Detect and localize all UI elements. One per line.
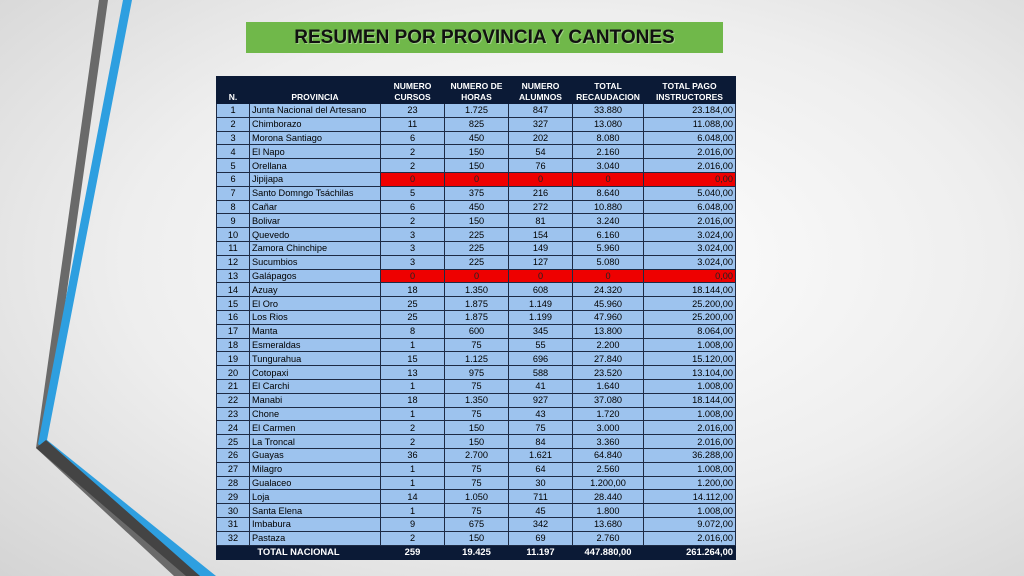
cell-horas: 150 xyxy=(445,145,509,159)
cell-provincia: Gualaceo xyxy=(250,476,381,490)
cell-pago: 3.024,00 xyxy=(644,228,736,242)
cell-alumnos: 342 xyxy=(509,517,573,531)
cell-recaudacion: 47.960 xyxy=(573,310,644,324)
cell-pago: 1.200,00 xyxy=(644,476,736,490)
cell-pago: 2.016,00 xyxy=(644,435,736,449)
table-row xyxy=(217,379,736,393)
cell-alumnos: 55 xyxy=(509,338,573,352)
cell-provincia: El Oro xyxy=(250,297,381,311)
table-row xyxy=(217,448,736,462)
cell-horas: 1.125 xyxy=(445,352,509,366)
cell-pago: 11.088,00 xyxy=(644,117,736,131)
table-row xyxy=(217,366,736,380)
cell-cursos: 25 xyxy=(381,310,445,324)
cell-cursos: 2 xyxy=(381,421,445,435)
cell-provincia: Galápagos xyxy=(250,269,381,283)
cell-cursos: 8 xyxy=(381,324,445,338)
cell-recaudacion: 8.080 xyxy=(573,131,644,145)
table-row xyxy=(217,255,736,269)
cell-horas: 225 xyxy=(445,241,509,255)
table-row xyxy=(217,407,736,421)
cell-alumnos: 608 xyxy=(509,283,573,297)
cell-provincia: Manta xyxy=(250,324,381,338)
cell-provincia: Tungurahua xyxy=(250,352,381,366)
cell-horas: 1.050 xyxy=(445,490,509,504)
cell-horas: 75 xyxy=(445,407,509,421)
cell-provincia: El Carchi xyxy=(250,379,381,393)
cell-recaudacion: 1.200,00 xyxy=(573,476,644,490)
cell-n: 2 xyxy=(217,117,250,131)
cell-recaudacion: 23.520 xyxy=(573,366,644,380)
cell-pago: 6.048,00 xyxy=(644,131,736,145)
cell-alumnos: 127 xyxy=(509,255,573,269)
cell-alumnos: 84 xyxy=(509,435,573,449)
table-row xyxy=(217,297,736,311)
cell-recaudacion: 2.760 xyxy=(573,531,644,545)
table-row xyxy=(217,435,736,449)
cell-cursos: 1 xyxy=(381,476,445,490)
cell-pago: 13.104,00 xyxy=(644,366,736,380)
cell-provincia: Sucumbios xyxy=(250,255,381,269)
table-header-row xyxy=(217,77,736,104)
cell-recaudacion: 37.080 xyxy=(573,393,644,407)
table-row xyxy=(217,186,736,200)
cell-pago: 1.008,00 xyxy=(644,462,736,476)
gray-stripe xyxy=(36,0,200,576)
cell-alumnos: 154 xyxy=(509,228,573,242)
cell-recaudacion: 64.840 xyxy=(573,448,644,462)
table-row xyxy=(217,476,736,490)
cell-recaudacion: 2.560 xyxy=(573,462,644,476)
cell-cursos: 3 xyxy=(381,255,445,269)
cell-alumnos: 345 xyxy=(509,324,573,338)
cell-horas: 0 xyxy=(445,269,509,283)
cell-alumnos: 0 xyxy=(509,269,573,283)
total-cursos: 259 xyxy=(381,545,445,559)
cell-cursos: 0 xyxy=(381,269,445,283)
total-label: TOTAL NACIONAL xyxy=(217,545,381,559)
cell-recaudacion: 5.080 xyxy=(573,255,644,269)
cell-alumnos: 216 xyxy=(509,186,573,200)
cell-cursos: 1 xyxy=(381,462,445,476)
cell-provincia: Chimborazo xyxy=(250,117,381,131)
cell-provincia: Cañar xyxy=(250,200,381,214)
cell-cursos: 3 xyxy=(381,228,445,242)
cell-recaudacion: 24.320 xyxy=(573,283,644,297)
cell-pago: 18.144,00 xyxy=(644,283,736,297)
cell-recaudacion: 6.160 xyxy=(573,228,644,242)
cell-n: 19 xyxy=(217,352,250,366)
cell-recaudacion: 3.040 xyxy=(573,159,644,173)
cell-alumnos: 711 xyxy=(509,490,573,504)
cell-alumnos: 927 xyxy=(509,393,573,407)
cell-recaudacion: 2.160 xyxy=(573,145,644,159)
cell-cursos: 18 xyxy=(381,393,445,407)
cell-cursos: 3 xyxy=(381,241,445,255)
cell-provincia: La Troncal xyxy=(250,435,381,449)
cell-n: 26 xyxy=(217,448,250,462)
cell-cursos: 13 xyxy=(381,366,445,380)
cell-horas: 150 xyxy=(445,531,509,545)
cell-cursos: 1 xyxy=(381,504,445,518)
cell-horas: 1.350 xyxy=(445,283,509,297)
total-horas: 19.425 xyxy=(445,545,509,559)
cell-horas: 150 xyxy=(445,214,509,228)
cell-horas: 675 xyxy=(445,517,509,531)
cell-recaudacion: 13.080 xyxy=(573,117,644,131)
cell-provincia: Morona Santiago xyxy=(250,131,381,145)
cell-n: 23 xyxy=(217,407,250,421)
cell-horas: 450 xyxy=(445,200,509,214)
cell-provincia: El Napo xyxy=(250,145,381,159)
cell-cursos: 18 xyxy=(381,283,445,297)
cell-alumnos: 54 xyxy=(509,145,573,159)
cell-provincia: Bolivar xyxy=(250,214,381,228)
cell-n: 3 xyxy=(217,131,250,145)
cell-alumnos: 76 xyxy=(509,159,573,173)
cell-alumnos: 43 xyxy=(509,407,573,421)
header-horas: NUMERO DE HORAS xyxy=(445,77,509,104)
cell-alumnos: 1.199 xyxy=(509,310,573,324)
cell-horas: 225 xyxy=(445,255,509,269)
cell-pago: 36.288,00 xyxy=(644,448,736,462)
cell-cursos: 9 xyxy=(381,517,445,531)
table-row xyxy=(217,104,736,118)
table-row xyxy=(217,241,736,255)
cell-alumnos: 0 xyxy=(509,172,573,186)
cell-cursos: 6 xyxy=(381,131,445,145)
cell-cursos: 2 xyxy=(381,159,445,173)
cell-n: 4 xyxy=(217,145,250,159)
table-row xyxy=(217,131,736,145)
cell-recaudacion: 0 xyxy=(573,172,644,186)
cell-n: 9 xyxy=(217,214,250,228)
cell-recaudacion: 1.640 xyxy=(573,379,644,393)
table-row xyxy=(217,393,736,407)
cell-pago: 1.008,00 xyxy=(644,407,736,421)
cell-alumnos: 696 xyxy=(509,352,573,366)
cell-n: 5 xyxy=(217,159,250,173)
header-pago: TOTAL PAGO INSTRUCTORES xyxy=(644,77,736,104)
cell-horas: 150 xyxy=(445,435,509,449)
cell-n: 30 xyxy=(217,504,250,518)
cell-cursos: 23 xyxy=(381,104,445,118)
cell-n: 8 xyxy=(217,200,250,214)
cell-pago: 0,00 xyxy=(644,172,736,186)
cell-recaudacion: 45.960 xyxy=(573,297,644,311)
cell-provincia: Imbabura xyxy=(250,517,381,531)
cell-alumnos: 41 xyxy=(509,379,573,393)
table-row xyxy=(217,490,736,504)
cell-pago: 2.016,00 xyxy=(644,159,736,173)
cell-cursos: 0 xyxy=(381,172,445,186)
cell-pago: 18.144,00 xyxy=(644,393,736,407)
cell-pago: 14.112,00 xyxy=(644,490,736,504)
header-recaudacion: TOTAL RECAUDACION xyxy=(573,77,644,104)
cell-pago: 0,00 xyxy=(644,269,736,283)
cell-provincia: Chone xyxy=(250,407,381,421)
table-row xyxy=(217,517,736,531)
cell-recaudacion: 10.880 xyxy=(573,200,644,214)
cell-cursos: 2 xyxy=(381,145,445,159)
cell-cursos: 1 xyxy=(381,379,445,393)
cell-pago: 3.024,00 xyxy=(644,241,736,255)
cell-n: 20 xyxy=(217,366,250,380)
cell-cursos: 2 xyxy=(381,435,445,449)
cell-recaudacion: 3.360 xyxy=(573,435,644,449)
cell-horas: 75 xyxy=(445,379,509,393)
cell-provincia: Loja xyxy=(250,490,381,504)
table-row xyxy=(217,200,736,214)
cell-provincia: El Carmen xyxy=(250,421,381,435)
cell-recaudacion: 1.720 xyxy=(573,407,644,421)
cell-horas: 75 xyxy=(445,476,509,490)
cell-cursos: 2 xyxy=(381,531,445,545)
cell-cursos: 1 xyxy=(381,338,445,352)
cell-provincia: Manabi xyxy=(250,393,381,407)
cell-provincia: Cotopaxi xyxy=(250,366,381,380)
cell-n: 13 xyxy=(217,269,250,283)
cell-alumnos: 149 xyxy=(509,241,573,255)
header-provincia: PROVINCIA xyxy=(250,77,381,104)
table-row xyxy=(217,214,736,228)
cell-alumnos: 75 xyxy=(509,421,573,435)
cell-recaudacion: 33.880 xyxy=(573,104,644,118)
cell-pago: 6.048,00 xyxy=(644,200,736,214)
table-row xyxy=(217,283,736,297)
cell-n: 32 xyxy=(217,531,250,545)
cell-horas: 75 xyxy=(445,504,509,518)
cell-cursos: 5 xyxy=(381,186,445,200)
cell-alumnos: 1.621 xyxy=(509,448,573,462)
cell-n: 18 xyxy=(217,338,250,352)
decorative-stripes xyxy=(0,0,220,576)
cell-alumnos: 327 xyxy=(509,117,573,131)
header-cursos: NUMERO CURSOS xyxy=(381,77,445,104)
cell-n: 14 xyxy=(217,283,250,297)
cell-alumnos: 30 xyxy=(509,476,573,490)
cell-alumnos: 1.149 xyxy=(509,297,573,311)
cell-horas: 1.725 xyxy=(445,104,509,118)
cell-recaudacion: 2.200 xyxy=(573,338,644,352)
cell-alumnos: 45 xyxy=(509,504,573,518)
cell-recaudacion: 5.960 xyxy=(573,241,644,255)
cell-pago: 9.072,00 xyxy=(644,517,736,531)
cell-recaudacion: 8.640 xyxy=(573,186,644,200)
cell-alumnos: 81 xyxy=(509,214,573,228)
cell-horas: 0 xyxy=(445,172,509,186)
cell-alumnos: 847 xyxy=(509,104,573,118)
cell-provincia: Santa Elena xyxy=(250,504,381,518)
cell-cursos: 15 xyxy=(381,352,445,366)
cell-horas: 1.350 xyxy=(445,393,509,407)
cell-provincia: Orellana xyxy=(250,159,381,173)
cell-alumnos: 69 xyxy=(509,531,573,545)
cell-recaudacion: 28.440 xyxy=(573,490,644,504)
cell-recaudacion: 0 xyxy=(573,269,644,283)
cell-provincia: Jipijapa xyxy=(250,172,381,186)
dark-stripe xyxy=(36,440,200,576)
cell-cursos: 25 xyxy=(381,297,445,311)
cell-provincia: Quevedo xyxy=(250,228,381,242)
table-row xyxy=(217,462,736,476)
cell-alumnos: 588 xyxy=(509,366,573,380)
cell-provincia: Santo Domngo Tsáchilas xyxy=(250,186,381,200)
cell-cursos: 1 xyxy=(381,407,445,421)
cell-n: 24 xyxy=(217,421,250,435)
cell-horas: 975 xyxy=(445,366,509,380)
cell-horas: 75 xyxy=(445,462,509,476)
header-alumnos: NUMERO ALUMNOS xyxy=(509,77,573,104)
cell-pago: 1.008,00 xyxy=(644,338,736,352)
cell-cursos: 14 xyxy=(381,490,445,504)
cell-pago: 1.008,00 xyxy=(644,504,736,518)
cell-pago: 2.016,00 xyxy=(644,421,736,435)
cell-n: 1 xyxy=(217,104,250,118)
cell-recaudacion: 1.800 xyxy=(573,504,644,518)
cell-n: 29 xyxy=(217,490,250,504)
cell-n: 11 xyxy=(217,241,250,255)
table-row xyxy=(217,504,736,518)
cell-n: 6 xyxy=(217,172,250,186)
cell-recaudacion: 3.000 xyxy=(573,421,644,435)
cell-recaudacion: 13.800 xyxy=(573,324,644,338)
cell-n: 21 xyxy=(217,379,250,393)
header-n: N. xyxy=(217,77,250,104)
cell-horas: 375 xyxy=(445,186,509,200)
cell-pago: 3.024,00 xyxy=(644,255,736,269)
cell-pago: 1.008,00 xyxy=(644,379,736,393)
cell-horas: 150 xyxy=(445,421,509,435)
total-pago: 261.264,00 xyxy=(644,545,736,559)
cell-horas: 2.700 xyxy=(445,448,509,462)
cell-horas: 1.875 xyxy=(445,310,509,324)
cell-horas: 150 xyxy=(445,159,509,173)
total-recaudacion: 447.880,00 xyxy=(573,545,644,559)
summary-table xyxy=(216,76,736,560)
cell-pago: 2.016,00 xyxy=(644,531,736,545)
cell-pago: 5.040,00 xyxy=(644,186,736,200)
cell-horas: 75 xyxy=(445,338,509,352)
cell-provincia: Los Rios xyxy=(250,310,381,324)
cell-pago: 8.064,00 xyxy=(644,324,736,338)
cell-n: 25 xyxy=(217,435,250,449)
table-row xyxy=(217,228,736,242)
table-row xyxy=(217,352,736,366)
cell-n: 28 xyxy=(217,476,250,490)
cell-provincia: Esmeraldas xyxy=(250,338,381,352)
cell-provincia: Milagro xyxy=(250,462,381,476)
cell-n: 16 xyxy=(217,310,250,324)
cell-alumnos: 202 xyxy=(509,131,573,145)
cell-n: 15 xyxy=(217,297,250,311)
table-row xyxy=(217,172,736,186)
table-row xyxy=(217,269,736,283)
cell-n: 12 xyxy=(217,255,250,269)
cell-alumnos: 272 xyxy=(509,200,573,214)
cell-horas: 1.875 xyxy=(445,297,509,311)
table-row xyxy=(217,531,736,545)
cell-pago: 2.016,00 xyxy=(644,214,736,228)
total-row xyxy=(217,545,736,559)
cell-provincia: Pastaza xyxy=(250,531,381,545)
cell-cursos: 2 xyxy=(381,214,445,228)
cell-recaudacion: 3.240 xyxy=(573,214,644,228)
cell-n: 7 xyxy=(217,186,250,200)
cell-pago: 25.200,00 xyxy=(644,310,736,324)
cell-horas: 825 xyxy=(445,117,509,131)
table-row xyxy=(217,117,736,131)
table-row xyxy=(217,324,736,338)
cell-n: 17 xyxy=(217,324,250,338)
total-alumnos: 11.197 xyxy=(509,545,573,559)
cell-provincia: Guayas xyxy=(250,448,381,462)
cell-provincia: Zamora Chinchipe xyxy=(250,241,381,255)
cell-n: 10 xyxy=(217,228,250,242)
cell-cursos: 36 xyxy=(381,448,445,462)
cell-pago: 15.120,00 xyxy=(644,352,736,366)
cell-cursos: 11 xyxy=(381,117,445,131)
cell-horas: 225 xyxy=(445,228,509,242)
cell-cursos: 6 xyxy=(381,200,445,214)
table-row xyxy=(217,421,736,435)
cell-pago: 23.184,00 xyxy=(644,104,736,118)
cell-pago: 2.016,00 xyxy=(644,145,736,159)
cell-alumnos: 64 xyxy=(509,462,573,476)
cell-horas: 450 xyxy=(445,131,509,145)
cell-n: 31 xyxy=(217,517,250,531)
cell-provincia: Junta Nacional del Artesano xyxy=(250,104,381,118)
cell-n: 27 xyxy=(217,462,250,476)
cell-provincia: Azuay xyxy=(250,283,381,297)
table-row xyxy=(217,310,736,324)
table-row xyxy=(217,145,736,159)
cell-horas: 600 xyxy=(445,324,509,338)
cell-pago: 25.200,00 xyxy=(644,297,736,311)
table-row xyxy=(217,159,736,173)
cell-n: 22 xyxy=(217,393,250,407)
table-row xyxy=(217,338,736,352)
page-title: RESUMEN POR PROVINCIA Y CANTONES xyxy=(246,22,723,53)
cell-recaudacion: 13.680 xyxy=(573,517,644,531)
cell-recaudacion: 27.840 xyxy=(573,352,644,366)
